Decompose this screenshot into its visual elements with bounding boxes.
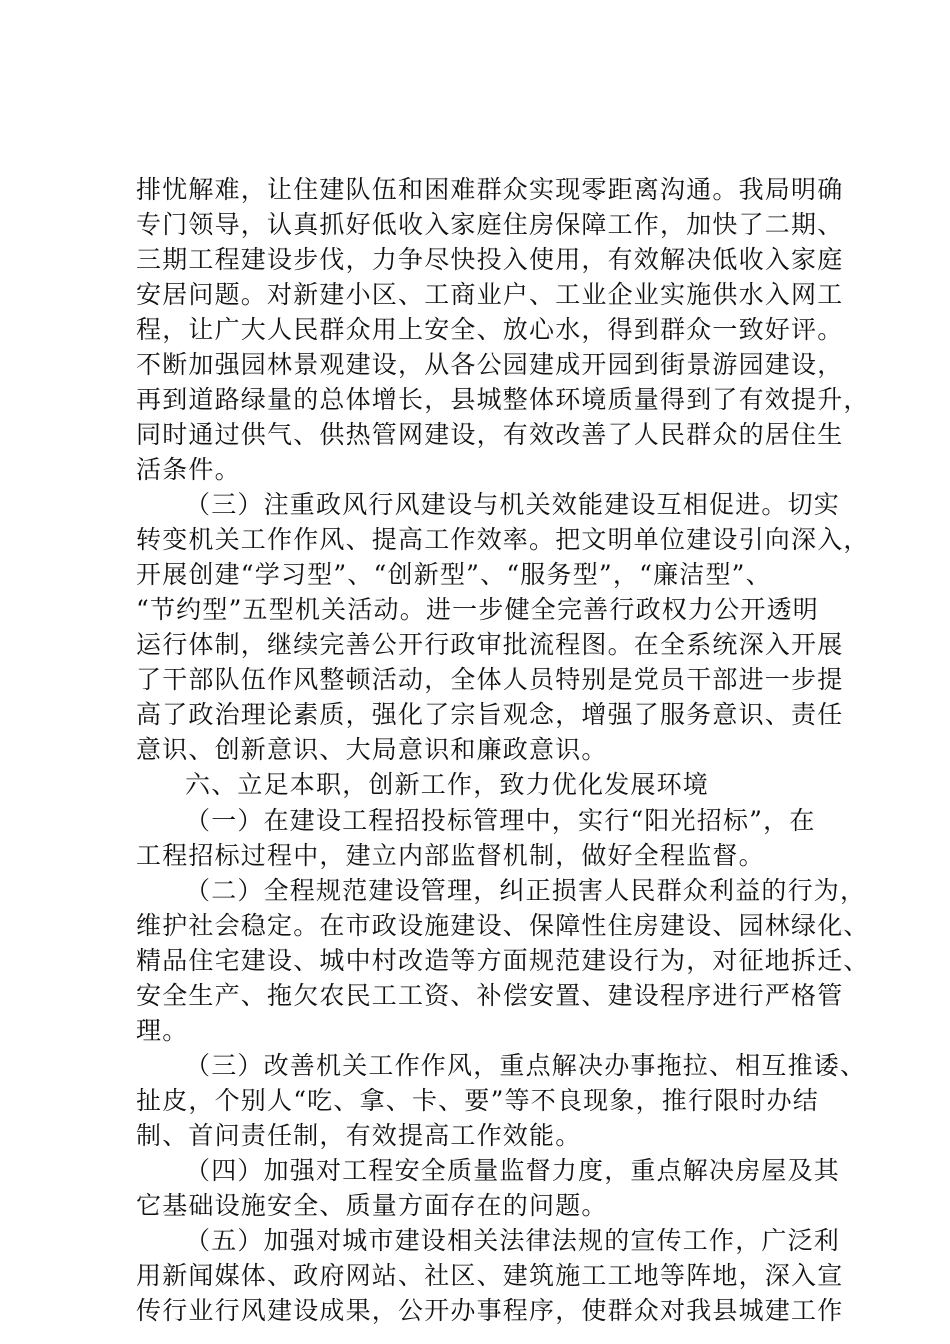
body-text-line: 活条件。: [136, 455, 241, 484]
body-text-line: 精品住宅建设、城中村改造等方面规范建设行为，对征地拆迁、: [136, 946, 870, 975]
paragraph-start-line: （三）改善机关工作作风，重点解决办事拖拉、相互推诿、: [185, 1051, 867, 1080]
body-text-line: 它基础设施安全、质量方面存在的问题。: [136, 1191, 608, 1220]
body-text-line: 三期工程建设步伐，力争尽快投入使用，有效解决低收入家庭: [136, 245, 844, 274]
body-text-line: 运行体制，继续完善公开行政审批流程图。在全系统深入开展: [136, 630, 844, 659]
body-text-line: 安居问题。对新建小区、工商业户、工业企业实施供水入网工: [136, 280, 844, 309]
paragraph-start-line: （四）加强对工程安全质量监督力度，重点解决房屋及其: [185, 1156, 841, 1185]
body-text-line: 维护社会稳定。在市政设施建设、保障性住房建设、园林绿化、: [136, 911, 870, 940]
body-text-line: 高了政治理论素质，强化了宗旨观念，增强了服务意识、责任: [136, 700, 844, 729]
body-text-line: 传行业行风建设成果，公开办事程序，使群众对我县城建工作: [136, 1296, 844, 1325]
body-text-line: 排忧解难，让住建队伍和困难群众实现零距离沟通。我局明确: [136, 175, 844, 204]
body-text-line: 同时通过供气、供热管网建设，有效改善了人民群众的居住生: [136, 420, 844, 449]
body-text-line: 不断加强园林景观建设，从各公园建成开园到街景游园建设，: [136, 350, 844, 379]
body-text-line: 工程招标过程中，建立内部监督机制，做好全程监督。: [136, 841, 765, 870]
paragraph-start-line: （五）加强对城市建设相关法律法规的宣传工作，广泛利: [185, 1226, 841, 1255]
body-text-line: 转变机关工作作风、提高工作效率。把文明单位建设引向深入，: [136, 525, 870, 554]
body-text-line: 开展创建“学习型”、“创新型”、“服务型”，“廉洁型”、: [136, 560, 772, 589]
section-heading: 六、立足本职，创新工作，致力优化发展环境: [185, 770, 710, 799]
body-text-line: 安全生产、拖欠农民工工资、补偿安置、建设程序进行严格管: [136, 981, 844, 1010]
body-text-line: 程，让广大人民群众用上安全、放心水，得到群众一致好评。: [136, 315, 844, 344]
body-text-line: 扯皮，个别人“吃、拿、卡、要”等不良现象，推行限时办结: [136, 1086, 819, 1115]
body-text-line: 理。: [136, 1016, 189, 1045]
body-text-line: 专门领导，认真抓好低收入家庭住房保障工作，加快了二期、: [136, 210, 844, 239]
body-text-line: 了干部队伍作风整顿活动，全体人员特别是党员干部进一步提: [136, 665, 844, 694]
paragraph-start-line: （二）全程规范建设管理，纠正损害人民群众利益的行为，: [185, 876, 867, 905]
body-text-line: 制、首问责任制，有效提高工作效能。: [136, 1121, 582, 1150]
body-text-line: 再到道路绿量的总体增长，县城整体环境质量得到了有效提升，: [136, 385, 870, 414]
body-text-line: 用新闻媒体、政府网站、社区、建筑施工工地等阵地，深入宣: [136, 1261, 844, 1290]
paragraph-start-line: （三）注重政风行风建设与机关效能建设互相促进。切实: [185, 490, 841, 519]
body-text-line: 意识、创新意识、大局意识和廉政意识。: [136, 735, 608, 764]
body-text-line: “节约型”五型机关活动。进一步健全完善行政权力公开透明: [136, 595, 819, 624]
paragraph-start-line: （一）在建设工程招投标管理中，实行“阳光招标”，在: [185, 806, 816, 835]
